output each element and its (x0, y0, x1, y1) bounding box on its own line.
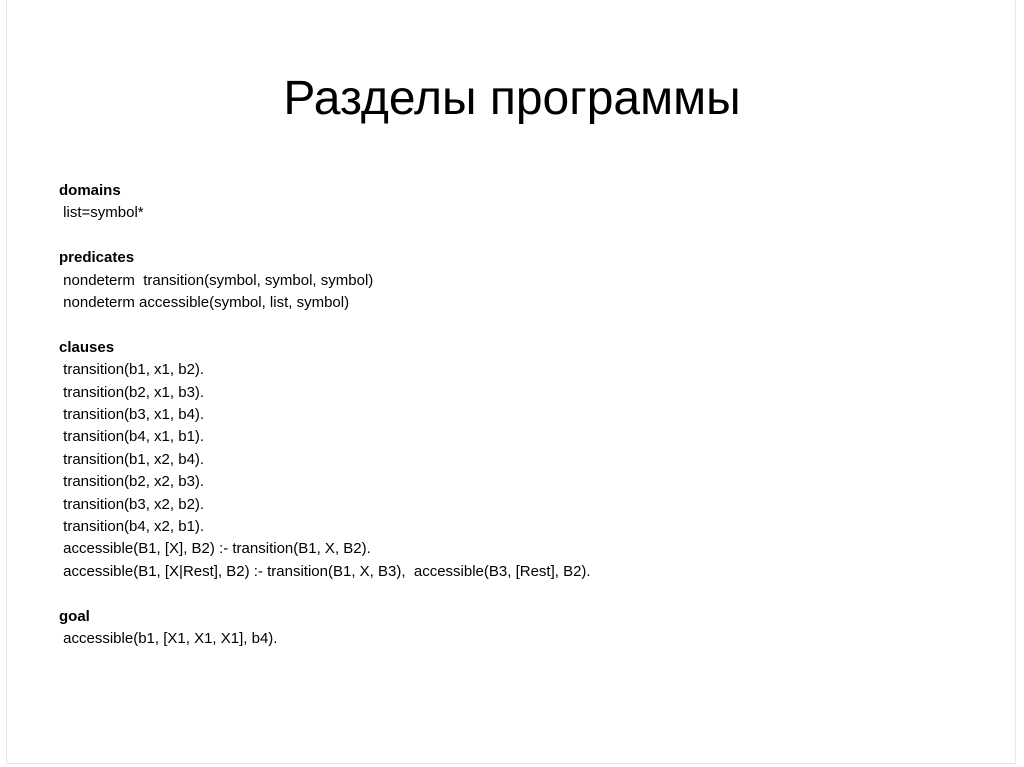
code-line: nondeterm transition(symbol, symbol, symbol) (59, 271, 374, 289)
goal-heading: goal (59, 607, 90, 625)
predicates-heading: predicates (59, 249, 135, 267)
blank-line (59, 583, 959, 605)
domains-section (59, 180, 959, 225)
clauses-section (59, 337, 959, 583)
program-text (59, 180, 959, 650)
domains-heading: domains (59, 182, 121, 199)
code-line: list=symbol* (59, 204, 144, 222)
code-line: nondeterm accessible(symbol, list, symbol) (59, 294, 350, 312)
predicates-section (59, 247, 959, 314)
code-line: transition(b1, x2, b4). (59, 450, 205, 468)
code-line: accessible(B1, [X], B2) :- transition(B1, X, B2). (59, 540, 371, 558)
slide-title: Разделы программы (283, 72, 741, 125)
clauses-heading: clauses (59, 338, 115, 356)
code-line: transition(b4, x1, b1). (59, 428, 205, 446)
code-line: transition(b1, x1, b2). (59, 361, 205, 379)
goal-section (59, 606, 959, 651)
code-line: transition(b3, x1, b4). (59, 406, 205, 424)
code-line: accessible(b1, [X1, X1, X1], b4). (59, 630, 278, 648)
code-line: transition(b4, x2, b1). (59, 518, 205, 536)
code-line: accessible(B1, [X|Rest], B2) :- transition(B1, X, B3), accessible(B3, [Rest], B2). (59, 562, 591, 580)
blank-line (59, 314, 959, 336)
blank-line (59, 225, 959, 247)
code-line: transition(b2, x1, b3). (59, 383, 205, 401)
code-line: transition(b2, x2, b3). (59, 473, 205, 491)
code-line: transition(b3, x2, b2). (59, 495, 205, 513)
